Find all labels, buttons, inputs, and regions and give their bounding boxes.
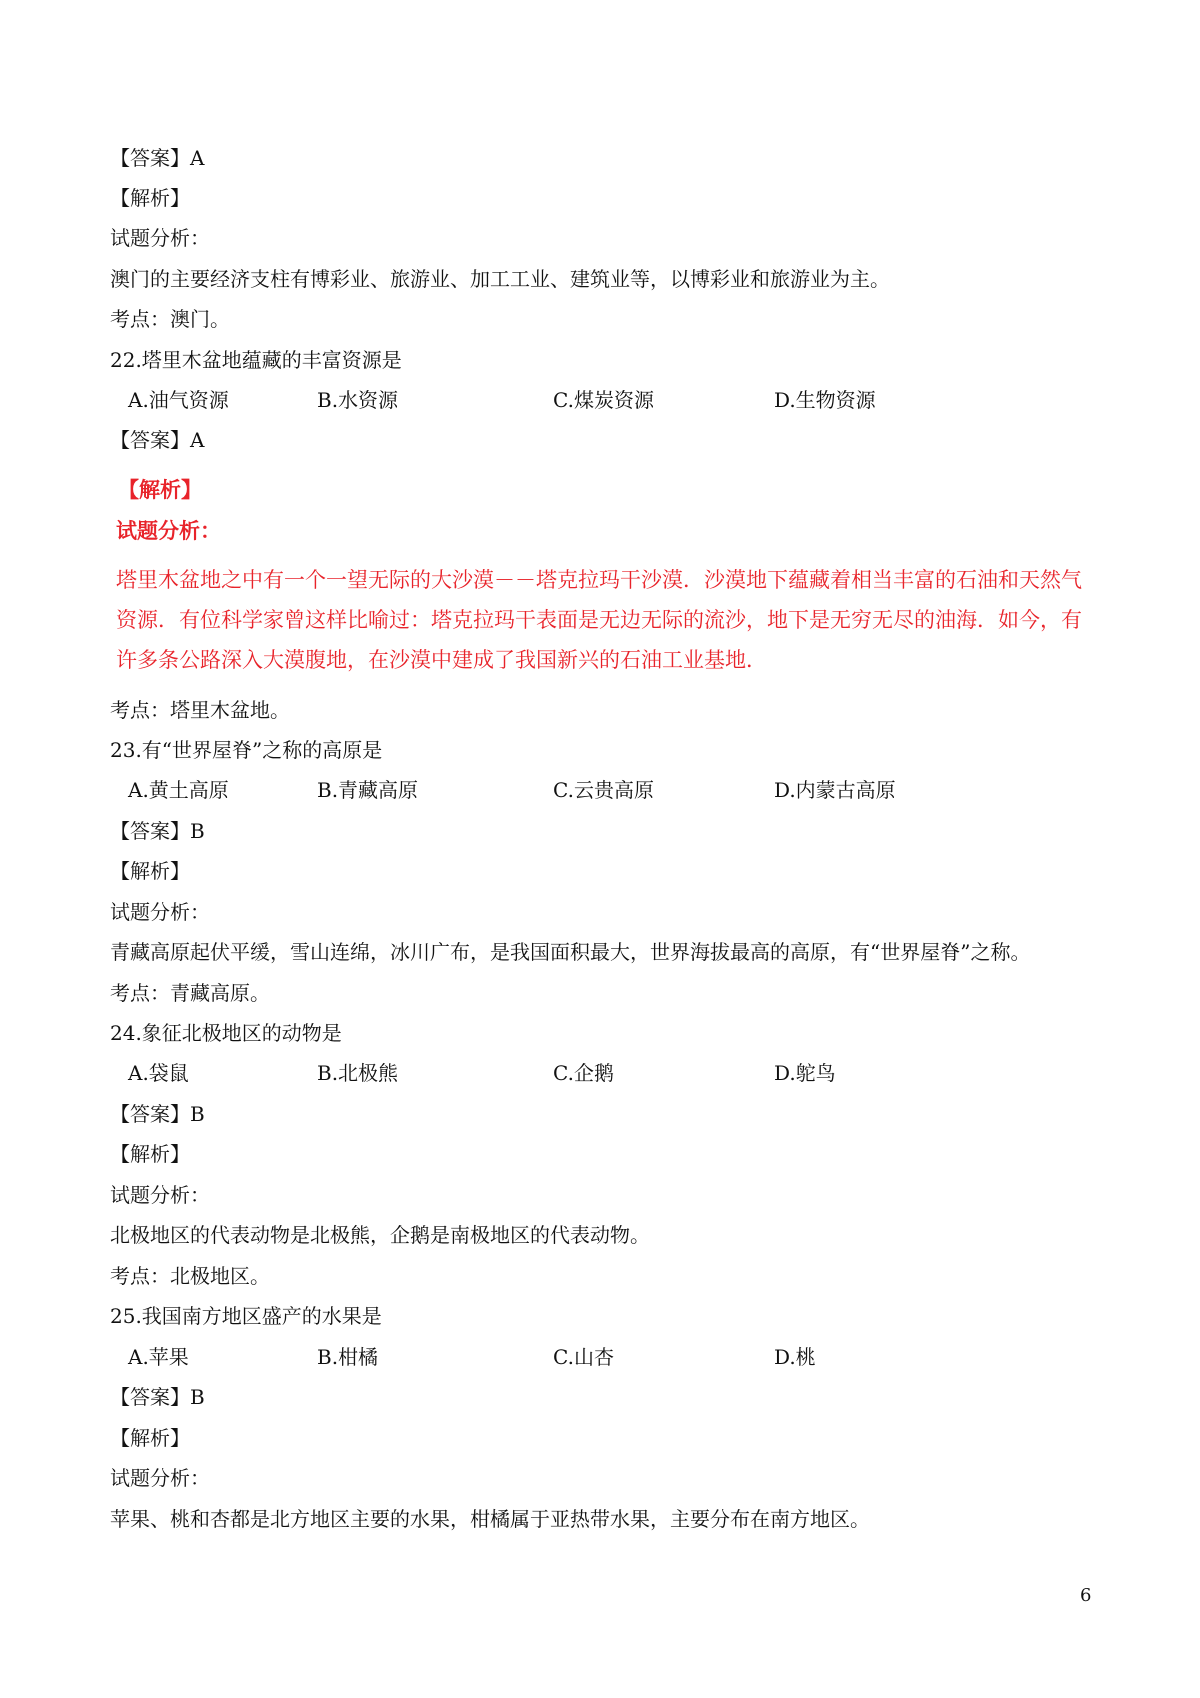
q21-explanation: 澳门的主要经济支柱有博彩业、旅游业、加工工业、建筑业等，以博彩业和旅游业为主。 [110, 267, 890, 291]
q25-analysis-intro: 试题分析： [110, 1466, 210, 1490]
q25-option-c: C.山杏 [553, 1345, 614, 1369]
q23-analysis-intro: 试题分析： [110, 900, 210, 924]
q24-option-c: C.企鹅 [553, 1061, 614, 1085]
q23-analysis-heading: 【解析】 [110, 859, 190, 883]
q22-question: 22.塔里木盆地蕴藏的丰富资源是 [110, 348, 402, 372]
q24-analysis-intro: 试题分析： [110, 1183, 210, 1207]
q24-question: 24.象征北极地区的动物是 [110, 1021, 342, 1045]
q25-option-d: D.桃 [774, 1345, 816, 1369]
q21-analysis-intro: 试题分析： [110, 226, 210, 250]
q24-option-b: B.北极熊 [317, 1061, 399, 1085]
q25-question: 25.我国南方地区盛产的水果是 [110, 1304, 382, 1328]
q22-answer: 【答案】A [110, 428, 205, 452]
q22-explanation-line-2: 资源．有位科学家曾这样比喻过：塔克拉玛干表面是无边无际的流沙，地下是无穷无尽的油海．如今，有 [116, 608, 1082, 632]
q24-option-a: A.袋鼠 [128, 1061, 189, 1085]
q24-analysis-heading: 【解析】 [110, 1142, 190, 1166]
q23-option-c: C.云贵高原 [553, 778, 654, 802]
q22-explanation-line-1: 塔里木盆地之中有一个一望无际的大沙漠－－塔克拉玛干沙漠．沙漠地下蕴藏着相当丰富的石油和天然气 [116, 568, 1082, 592]
q25-option-a: A.苹果 [128, 1345, 189, 1369]
q24-answer: 【答案】B [110, 1102, 205, 1126]
q25-option-b: B.柑橘 [317, 1345, 379, 1369]
q23-option-a: A.黄土高原 [128, 778, 229, 802]
q21-answer: 【答案】A [110, 146, 205, 170]
q22-analysis-heading: 【解析】 [118, 478, 202, 502]
q22-option-c: C.煤炭资源 [553, 388, 654, 412]
q24-option-d: D.鸵鸟 [774, 1061, 836, 1085]
q24-explanation: 北极地区的代表动物是北极熊，企鹅是南极地区的代表动物。 [110, 1223, 650, 1247]
q22-explanation-line-3: 许多条公路深入大漠腹地，在沙漠中建成了我国新兴的石油工业基地． [116, 648, 767, 672]
q22-analysis-intro: 试题分析： [116, 519, 221, 543]
q23-option-b: B.青藏高原 [317, 778, 419, 802]
q23-answer: 【答案】B [110, 819, 205, 843]
page-number: 6 [1080, 1585, 1092, 1606]
q24-point: 考点：北极地区。 [110, 1264, 270, 1288]
q21-analysis-heading: 【解析】 [110, 186, 190, 210]
q22-option-d: D.生物资源 [774, 388, 876, 412]
q21-point: 考点：澳门。 [110, 307, 230, 331]
q23-point: 考点：青藏高原。 [110, 981, 270, 1005]
q22-option-b: B.水资源 [317, 388, 399, 412]
q25-explanation: 苹果、桃和杏都是北方地区主要的水果，柑橘属于亚热带水果，主要分布在南方地区。 [110, 1507, 870, 1531]
q25-answer: 【答案】B [110, 1385, 205, 1409]
q23-option-d: D.内蒙古高原 [774, 778, 896, 802]
q25-analysis-heading: 【解析】 [110, 1426, 190, 1450]
q22-point: 考点：塔里木盆地。 [110, 698, 290, 722]
q22-option-a: A.油气资源 [128, 388, 229, 412]
q23-explanation: 青藏高原起伏平缓，雪山连绵，冰川广布，是我国面积最大，世界海拔最高的高原，有“世界屋脊”之称。 [110, 940, 1031, 964]
q23-question: 23.有“世界屋脊”之称的高原是 [110, 738, 383, 762]
